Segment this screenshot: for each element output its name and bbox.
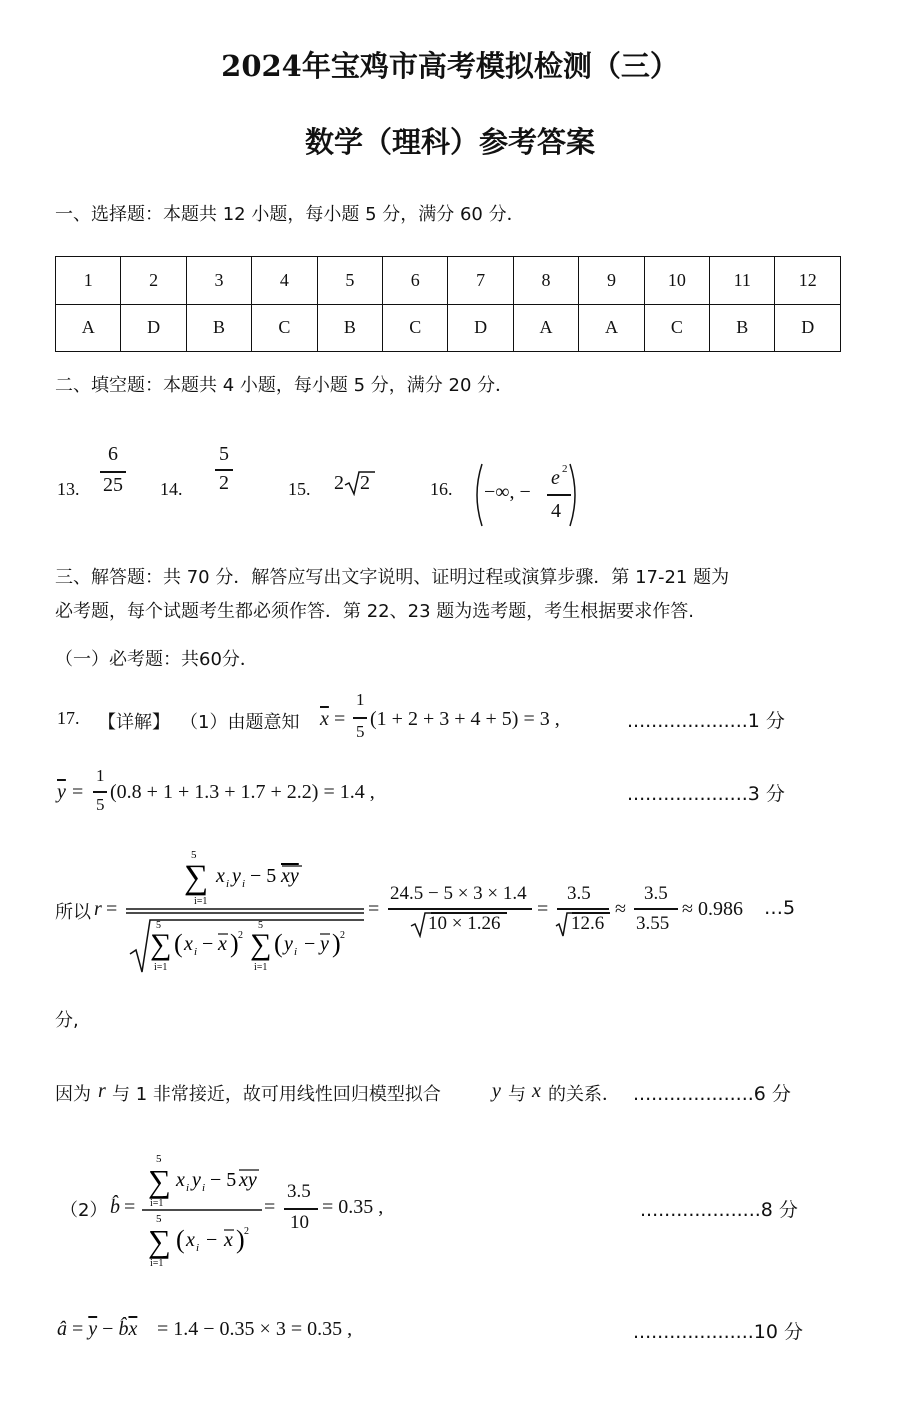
svg-text:− 5: − 5 (210, 1169, 237, 1191)
answer-choice: A (513, 304, 578, 352)
answer-number: 3 (186, 257, 251, 305)
r-result: ≈ 0.986 (682, 898, 743, 920)
svg-text:i=1: i=1 (150, 1198, 164, 1209)
r-step4-denominator: 3.55 (636, 913, 670, 934)
fraction-bar (284, 1208, 318, 1210)
svg-text:i=1: i=1 (194, 896, 208, 907)
answer-number: 10 (644, 257, 709, 305)
svg-text:∑: ∑ (148, 1223, 171, 1259)
ybar-expression: (0.8 + 1 + 1.3 + 1.7 + 2.2) = 1.4 , (110, 781, 375, 803)
q17-label: 17. (57, 708, 80, 728)
q17-part1: （1）由题意知 (180, 712, 300, 733)
svg-text:x: x (186, 1229, 195, 1251)
section3-heading-line2: 必考题，每个试题考生都必须作答．第 22、23 题为选考题，考生根据要求作答. (55, 601, 694, 622)
a-hat-expression: = 1.4 − 0.35 × 3 = 0.35 , (157, 1318, 353, 1340)
svg-text:−: − (202, 933, 214, 955)
q17-part2: （2） (60, 1200, 108, 1221)
b-step2-numerator: 3.5 (287, 1181, 311, 1202)
svg-text:∑: ∑ (148, 1163, 171, 1199)
q16-exponent: 2 (562, 463, 568, 475)
answer-choice: C (252, 304, 317, 352)
q16-numerator: e (551, 467, 560, 489)
answer-number-row (56, 257, 841, 305)
answer-choice-row (56, 304, 841, 352)
svg-text:y: y (320, 933, 329, 955)
answer-number: 12 (775, 257, 841, 305)
q15-radicand: 2 (360, 472, 370, 494)
q14-label: 14. (160, 479, 183, 499)
svg-text:5: 5 (156, 1153, 162, 1165)
svg-text:−: − (206, 1229, 218, 1251)
svg-text:(: ( (176, 1225, 185, 1254)
svg-text:i: i (226, 878, 230, 890)
q13-denominator: 25 (103, 474, 123, 496)
conclusion-text-b: 与 1 非常接近，故可用线性回归模型拟合 (112, 1084, 441, 1105)
q16-left-paren (470, 462, 484, 528)
svg-text:2: 2 (238, 930, 243, 941)
svg-text:y: y (284, 933, 293, 955)
r-symbol: r (94, 898, 102, 920)
svg-text:x: x (176, 1169, 185, 1191)
svg-text:i: i (202, 1182, 206, 1194)
equals-sign: = (537, 898, 549, 920)
b-result: = 0.35 , (322, 1196, 384, 1218)
q14-fraction-bar (215, 469, 233, 471)
svg-text:∑: ∑ (250, 928, 272, 961)
answer-choice: B (186, 304, 251, 352)
answer-choice: A (56, 304, 121, 352)
answer-choice: B (710, 304, 775, 352)
answer-choice: C (644, 304, 709, 352)
answer-number: 8 (513, 257, 578, 305)
section2-heading: 二、填空题：本题共 4 小题，每小题 5 分，满分 20 分． (55, 375, 514, 396)
svg-text:xy: xy (239, 1169, 257, 1191)
frac-denominator-five: 5 (96, 795, 105, 814)
q16-label: 16. (430, 479, 453, 499)
approx-sign: ≈ (615, 898, 626, 920)
score-5: …5 (764, 897, 796, 919)
answer-number: 1 (56, 257, 121, 305)
b-hat-symbol: b̂ (110, 1196, 120, 1218)
frac-numerator-one: 1 (356, 690, 365, 709)
answer-number: 11 (710, 257, 775, 305)
answer-choice: C (383, 304, 448, 352)
score-6: ....................6 分 (633, 1083, 791, 1105)
svg-text:i: i (242, 878, 246, 890)
q14-denominator: 2 (219, 472, 229, 494)
q13-fraction-bar (100, 471, 126, 473)
answer-number: 4 (252, 257, 317, 305)
r-step4-numerator: 3.5 (644, 883, 668, 904)
section1-heading: 一、选择题：本题共 12 小题，每小题 5 分，满分 60 分． (55, 204, 525, 225)
ybar-symbol: $\overline{y}$ (57, 781, 66, 803)
fraction-bar (353, 717, 367, 719)
q15-coefficient: 2 (334, 472, 344, 494)
svg-text:i=1: i=1 (254, 962, 268, 973)
svg-text:xy: xy (281, 865, 299, 887)
answer-choice: D (121, 304, 186, 352)
q16-lead: −∞, − (484, 481, 531, 503)
svg-text:i=1: i=1 (150, 1258, 164, 1269)
a-hat-lhs: â = $\overline{y}$ − $b̂\overline{x}$ (57, 1318, 138, 1340)
svg-text:y: y (192, 1169, 201, 1191)
section3-heading-line1: 三、解答题：共 70 分．解答应写出文字说明、证明过程或演算步骤．第 17-21 题为 (55, 567, 730, 588)
svg-text:5: 5 (191, 849, 197, 861)
svg-text:5: 5 (156, 920, 161, 931)
frac-numerator-one: 1 (96, 766, 105, 785)
svg-text:x: x (184, 933, 193, 955)
equals-sign: = (124, 1196, 136, 1218)
svg-text:i: i (186, 1182, 190, 1194)
svg-text:− 5: − 5 (250, 865, 277, 887)
svg-text:i: i (194, 946, 198, 958)
xbar-expression: (1 + 2 + 3 + 4 + 5) = 3 , (370, 708, 560, 730)
equals-sign: = (106, 898, 118, 920)
svg-text:∑: ∑ (184, 859, 209, 896)
conclusion-text-d: 的关系． (548, 1084, 620, 1105)
svg-text:i=1: i=1 (154, 962, 168, 973)
conclusion-text-c: 与 (508, 1084, 526, 1105)
q17-tag: 【详解】 (98, 712, 170, 733)
b-hat-formula (140, 1148, 270, 1274)
equals-sign: = (264, 1196, 276, 1218)
answer-number: 2 (121, 257, 186, 305)
score-3: ....................3 分 (627, 783, 785, 805)
document-title: 2024年宝鸡市高考模拟检测（三） (221, 49, 679, 83)
svg-text:i: i (294, 946, 298, 958)
svg-text:): ) (236, 1225, 245, 1254)
r-step2-numerator: 24.5 − 5 × 3 × 1.4 (390, 883, 527, 904)
y-symbol: y (492, 1080, 501, 1102)
answer-choice: A (579, 304, 644, 352)
svg-text:x: x (218, 933, 227, 955)
required-heading: （一）必考题：共60分． (55, 649, 258, 670)
fraction-bar (93, 791, 107, 793)
score-10: ....................10 分 (633, 1321, 804, 1343)
equals-sign: = (368, 898, 380, 920)
answer-number: 9 (579, 257, 644, 305)
answer-table (55, 256, 841, 352)
r-correlation-formula (126, 842, 366, 978)
svg-text:): ) (332, 929, 341, 958)
equals-sign: = (334, 708, 346, 730)
xbar-symbol: $\overline{x}$ (320, 708, 329, 730)
frac-denominator-five: 5 (356, 722, 365, 741)
svg-text:∑: ∑ (150, 928, 172, 961)
r-step2-denominator: 10 × 1.26 (428, 913, 501, 934)
svg-text:5: 5 (156, 1213, 162, 1225)
score-8: ....................8 分 (640, 1199, 798, 1221)
svg-text:(: ( (274, 929, 283, 958)
svg-text:): ) (230, 929, 239, 958)
score-1: ....................1 分 (627, 710, 785, 732)
q16-right-paren (568, 462, 582, 528)
q15-label: 15. (288, 479, 311, 499)
x-symbol: x (532, 1080, 541, 1102)
r-step3-denominator: 12.6 (571, 913, 605, 934)
equals-sign: = (72, 781, 84, 803)
conclusion-text-a: 因为 (55, 1084, 91, 1105)
document-subtitle: 数学（理科）参考答案 (304, 125, 595, 159)
svg-text:5: 5 (258, 920, 263, 931)
q16-denominator: 4 (551, 500, 561, 522)
answer-choice: D (775, 304, 841, 352)
svg-text:−: − (304, 933, 316, 955)
fraction-bar (634, 908, 678, 910)
q13-label: 13. (57, 479, 80, 499)
answer-number: 7 (448, 257, 513, 305)
answer-number: 5 (317, 257, 382, 305)
svg-text:2: 2 (244, 1226, 249, 1237)
answer-choice: B (317, 304, 382, 352)
score-5-tail: 分, (55, 1010, 79, 1031)
answer-choice: D (448, 304, 513, 352)
r-symbol: r (98, 1080, 106, 1102)
r-prefix: 所以 (55, 902, 91, 923)
svg-text:x: x (224, 1229, 233, 1251)
svg-text:y: y (232, 865, 241, 887)
b-step2-denominator: 10 (290, 1212, 309, 1233)
svg-text:x: x (216, 865, 225, 887)
answer-number: 6 (383, 257, 448, 305)
q13-numerator: 6 (108, 443, 118, 465)
svg-text:2: 2 (340, 930, 345, 941)
r-step3-numerator: 3.5 (567, 883, 591, 904)
svg-text:(: ( (174, 929, 183, 958)
q14-numerator: 5 (219, 443, 229, 465)
svg-text:i: i (196, 1242, 200, 1254)
